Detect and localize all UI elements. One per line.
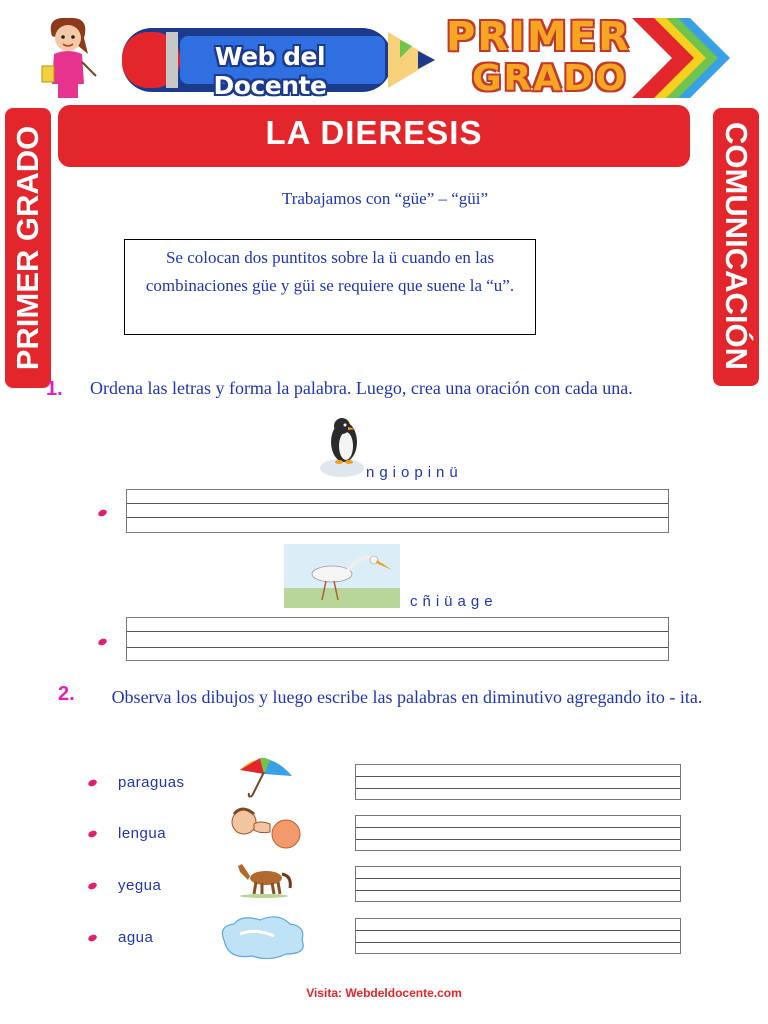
writing-lines-2[interactable] bbox=[126, 617, 669, 661]
info-box-text: Se colocan dos puntitos sobre la ü cuando en las combinaciones güe y güi se requiere que suene la “u”. bbox=[145, 248, 515, 295]
exercise-1-instruction: Ordena las letras y forma la palabra. Luego, crea una oración con cada una. bbox=[90, 378, 633, 398]
writing-lines-1[interactable] bbox=[126, 489, 669, 533]
horse-icon bbox=[234, 858, 296, 898]
bullet bbox=[87, 778, 98, 787]
writing-lines-paraguas[interactable] bbox=[355, 764, 681, 800]
footer-link[interactable]: Visita: Webdeldocente.com bbox=[306, 986, 462, 1000]
writing-lines-agua[interactable] bbox=[355, 918, 681, 954]
water-puddle-icon bbox=[216, 910, 308, 962]
side-banner-right-text: COMUNICACIÓN bbox=[719, 122, 754, 370]
penguin-icon bbox=[318, 414, 366, 478]
word-yegua: yegua bbox=[118, 877, 162, 894]
scrambled-word-1: ngiopinü bbox=[366, 464, 463, 481]
scrambled-word-2: cñiüage bbox=[410, 593, 498, 610]
tongue-icon bbox=[230, 806, 302, 852]
subtitle: Trabajamos con “güe” – “güi” bbox=[281, 189, 489, 208]
teacher-mascot-icon bbox=[38, 14, 98, 104]
bullet bbox=[87, 881, 98, 890]
bullet bbox=[87, 933, 98, 942]
grade-banner-line2: GRADO bbox=[472, 58, 628, 99]
exercise-2-number: 2. bbox=[58, 683, 75, 705]
logo-text: Web del Docente bbox=[213, 42, 327, 100]
side-banner-left-text: PRIMER GRADO bbox=[10, 125, 45, 371]
stork-icon bbox=[284, 544, 400, 608]
exercise-2-instruction: Observa los dibujos y luego escribe las palabras en diminutivo agregando ito - ita. bbox=[111, 687, 703, 707]
grade-banner-line1: PRIMER bbox=[446, 14, 631, 60]
word-lengua: lengua bbox=[118, 825, 167, 842]
bullet bbox=[87, 829, 98, 838]
umbrella-icon bbox=[234, 752, 296, 800]
word-agua: agua bbox=[118, 929, 154, 946]
exercise-1-number: 1. bbox=[46, 378, 63, 400]
bullet bbox=[97, 637, 108, 646]
writing-lines-yegua[interactable] bbox=[355, 866, 681, 902]
bullet bbox=[97, 508, 108, 517]
page-title: LA DIERESIS bbox=[265, 114, 483, 151]
word-paraguas: paraguas bbox=[118, 774, 185, 791]
writing-lines-lengua[interactable] bbox=[355, 815, 681, 851]
